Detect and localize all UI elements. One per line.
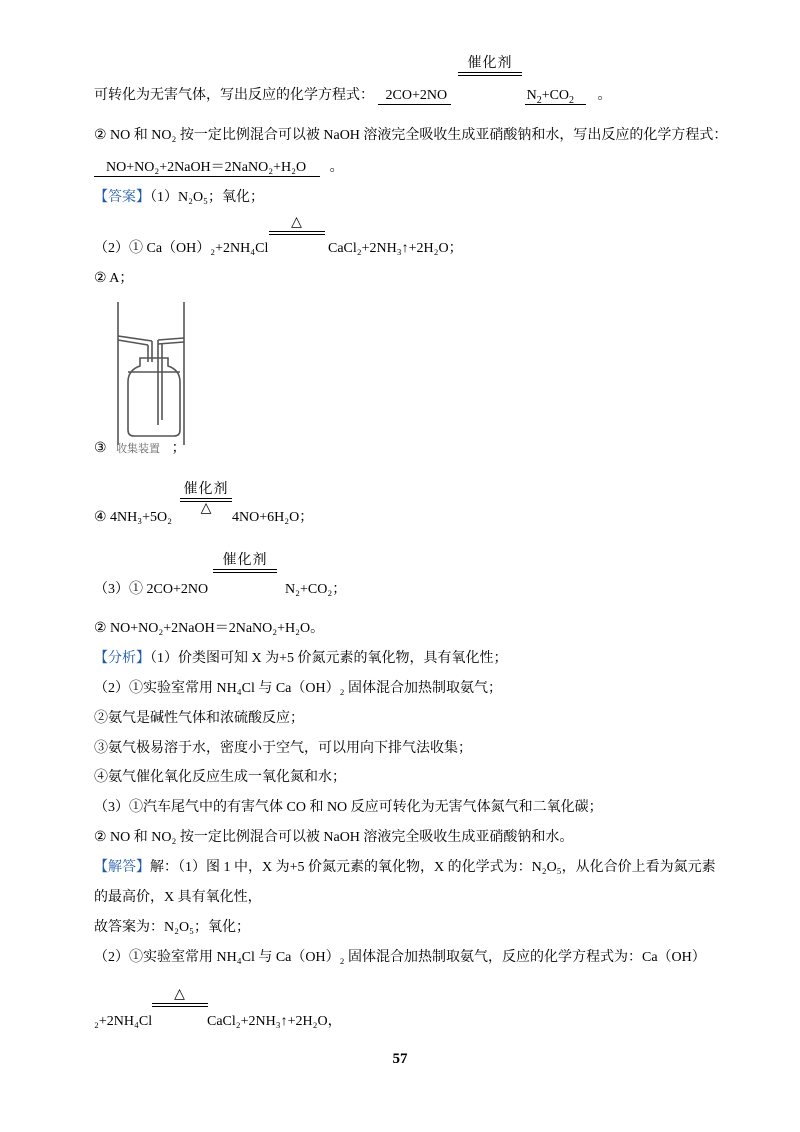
- solution-line-2: 的最高价，X 具有氧化性，: [94, 890, 262, 905]
- line-1: 可转化为无害气体，写出反应的化学方程式： 2CO+2NO $N_2+CO_2$ 。: [94, 88, 612, 106]
- heat-label: △: [200, 501, 212, 516]
- solution-line-1: 【解答】解：（1）图 1 中，X 为+5 价氮元素的氧化物，X 的化学式为：N₂O₅，从化合价上看为氮元素: [94, 860, 716, 875]
- analysis-line-4: ③氨气极易溶于水，密度小于空气，可以用向下排气法收集；: [94, 741, 472, 756]
- analysis-line-1: 【分析】（1）价类图可知 X 为+5 价氮元素的氧化物，具有氧化性；: [94, 651, 508, 666]
- equation-rhs: $N_2+CO_2$: [525, 88, 586, 105]
- answer-line-1: 【答案】（1）N₂O₅；氧化；: [94, 190, 264, 205]
- answer-line-4: ③ 收集装置 ；: [94, 441, 186, 456]
- catalyst-label: 催化剂: [467, 56, 513, 71]
- catalyst-condition-1: [455, 56, 525, 76]
- condition-bar: [152, 1003, 208, 1007]
- analysis-line-7: ② NO 和 NO₂ 按一定比例混合可以被 NaOH 溶液完全吸收生成亚硝酸钠和水。: [94, 830, 574, 845]
- answer-line-6-rhs: N₂+CO₂；: [285, 582, 347, 597]
- catalyst-condition-2: [176, 482, 236, 516]
- condition-bar: [458, 72, 522, 76]
- answer-line-3: ② A；: [94, 271, 134, 286]
- catalyst-label: 催化剂: [222, 553, 268, 568]
- page-number: 57: [392, 1051, 408, 1067]
- solution-line-3: 故答案为：N₂O₅；氧化；: [94, 920, 250, 935]
- condition-bar: [213, 569, 277, 573]
- answer-line-2: （2）① Ca（OH）₂+2NH₄Cl: [94, 241, 269, 256]
- equation-lhs: 2CO+2NO: [378, 88, 452, 105]
- analysis-tag: 【分析】: [94, 651, 150, 666]
- figure-caption: 收集装置: [116, 442, 161, 455]
- answer-line-5: ④ 4NH₃+5O₂: [94, 510, 173, 525]
- gas-bottle-icon: [112, 300, 192, 450]
- solution-line-4: （2）①实验室常用 NH₄Cl 与 Ca（OH）₂ 固体混合加热制取氨气，反应的化学方程式为：Ca（OH）: [94, 950, 706, 965]
- line-3: NO+NO₂+2NaOH＝2NaNO₂+H₂O 。: [94, 159, 344, 177]
- solution-line-5: ₂+2NH₄Cl: [94, 1014, 153, 1029]
- solution-tag: 【解答】: [94, 860, 150, 875]
- analysis-line-3: ②氨气是碱性气体和浓硫酸反应；: [94, 711, 304, 726]
- collection-apparatus-figure: [112, 300, 192, 450]
- line-2: ② NO 和 NO₂ 按一定比例混合可以被 NaOH 溶液完全吸收生成亚硝酸钠和水，写出反应的化学方程式：: [94, 128, 728, 143]
- catalyst-label: 催化剂: [183, 482, 229, 497]
- analysis-line-5: ④氨气催化氧化反应生成一氧化氮和水；: [94, 770, 346, 785]
- analysis-line-2: （2）①实验室常用 NH₄Cl 与 Ca（OH）₂ 固体混合加热制取氨气；: [94, 681, 502, 696]
- heat-condition-2: [150, 987, 210, 1007]
- heat-condition-1: [267, 215, 327, 235]
- condition-bar: [269, 231, 325, 235]
- heat-label: △: [174, 987, 186, 1002]
- answer-line-2-rhs: CaCl₂+2NH₃↑+2H₂O；: [328, 241, 463, 256]
- answer-line-6: （3）① 2CO+2NO: [94, 582, 209, 597]
- equation-underline: NO+NO₂+2NaOH＝2NaNO₂+H₂O: [94, 160, 320, 177]
- answer-line-5-rhs: 4NO+6H₂O；: [232, 510, 314, 525]
- heat-label: △: [291, 215, 303, 230]
- catalyst-condition-3: [210, 553, 280, 573]
- answer-tag: 【答案】: [94, 190, 150, 205]
- analysis-line-6: （3）①汽车尾气中的有害气体 CO 和 NO 反应可转化为无害气体氮气和二氧化碳；: [94, 800, 603, 815]
- answer-line-7: ② NO+NO₂+2NaOH＝2NaNO₂+H₂O。: [94, 621, 325, 636]
- solution-line-5-rhs: CaCl₂+2NH₃↑+2H₂O，: [207, 1014, 342, 1029]
